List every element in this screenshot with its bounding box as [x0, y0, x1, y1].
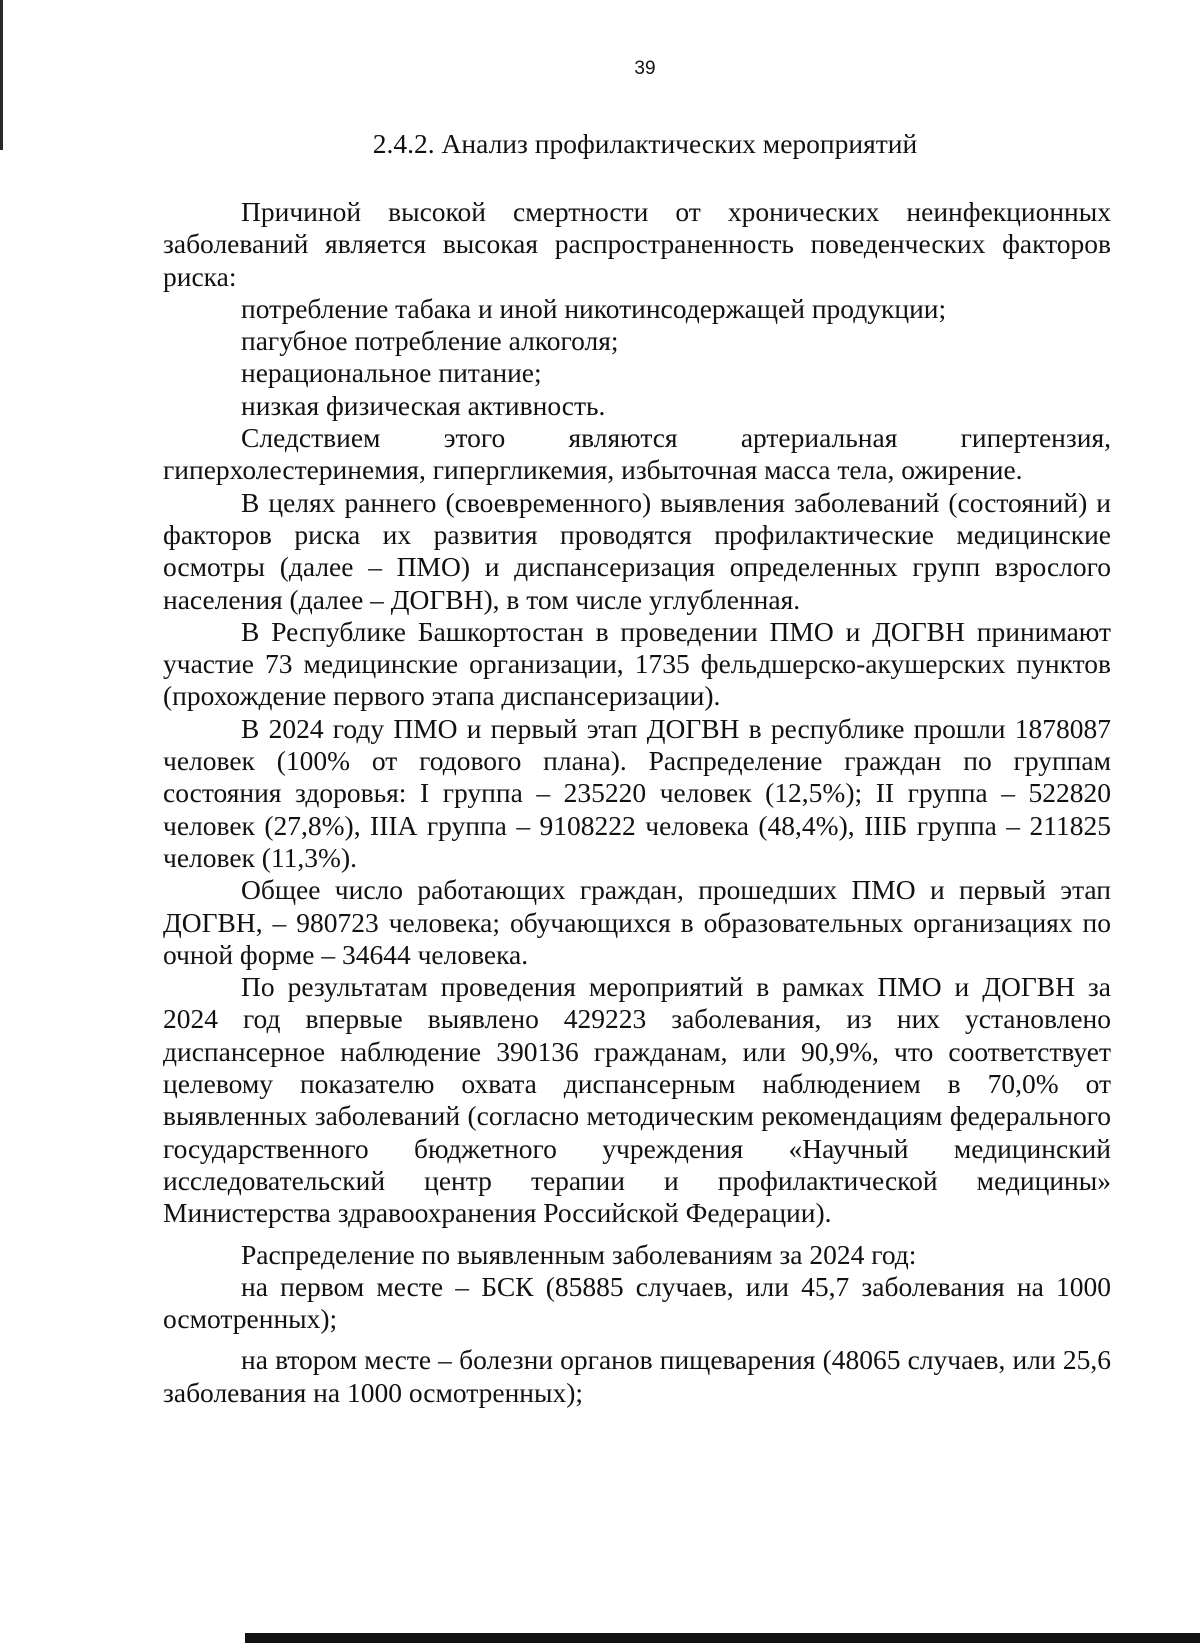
body-text — [163, 196, 1111, 1409]
paragraph-detected-diseases: По результатам проведения мероприятий в рамках ПМО и ДОГВН за 2024 год впервые выявлено 429223 заболевания, из них установлено диспансерное наблюдение 390136 гражданам, или 90,9%, что соответствует целевому показателю охвата диспансерным наблюдением в 70,0% от выявленных заболеваний (согласно методическим рекомендациям федерального государственного бюджетного учреждения «Научный медицинский исследовательский центр терапии и профилактической медицины» Министерства здравоохранения Российской Федерации). — [163, 971, 1111, 1229]
list-item-first-place: на первом месте – БСК (85885 случаев, или 45,7 заболевания на 1000 осмотренных); — [163, 1270, 1111, 1335]
paragraph-distribution-intro: Распределение по выявленным заболеваниям за 2024 год: — [241, 1238, 917, 1270]
section-heading: 2.4.2. Анализ профилактических мероприятий — [372, 128, 918, 159]
paragraph-working-citizens: Общее число работающих граждан, прошедших ПМО и первый этап ДОГВН, – 980723 человека; обучающихся в образовательных организациях по очной форме – 34644 человека. — [163, 874, 1111, 970]
paragraph-2024-results: В 2024 году ПМО и первый этап ДОГВН в республике прошли 1878087 человек (100% от годового плана). Распределение граждан по группам состояния здоровья: I группа – 235220 человек (12,5%); II группа – 522820 человек (27,8%), IIIА группа – 9108222 человека (48,4%), IIIБ группа – 211825 человек (11,3%). — [163, 712, 1111, 873]
list-item-second-place: на втором месте – болезни органов пищеварения (48065 случаев, или 25,6 заболевания на 1000 осмотренных); — [163, 1344, 1111, 1408]
paragraph-consequences: Следствием этого являются артериальная гипертензия, гиперхолестеринемия, гипергликемия, избыточная масса тела, ожирение. — [163, 422, 1111, 486]
list-item-activity: низкая физическая активность. — [241, 389, 606, 421]
list-item-tobacco: потребление табака и иной никотинсодержащей продукции; — [241, 292, 947, 324]
list-item-alcohol: пагубное потребление алкоголя; — [241, 325, 619, 357]
list-item-nutrition: нерациональное питание; — [241, 357, 542, 389]
paragraph-early-detection: В целях раннего (своевременного) выявления заболеваний (состояний) и факторов риска их развития проводятся профилактические медицинские осмотры (далее – ПМО) и диспансеризация определенных групп взрослого населения (далее – ДОГВН), в том числе углубленная. — [163, 486, 1111, 615]
scan-edge-bottom — [245, 1633, 1200, 1643]
paragraph-organizations: В Республике Башкортостан в проведении ПМО и ДОГВН принимают участие 73 медицинские организации, 1735 фельдшерско-акушерских пунктов (прохождение первого этапа диспансеризации). — [163, 615, 1111, 712]
paragraph-intro: Причиной высокой смертности от хронических неинфекционных заболеваний является высокая распространенность поведенческих факторов риска: — [163, 196, 1111, 292]
page-number: 39 — [634, 58, 656, 79]
